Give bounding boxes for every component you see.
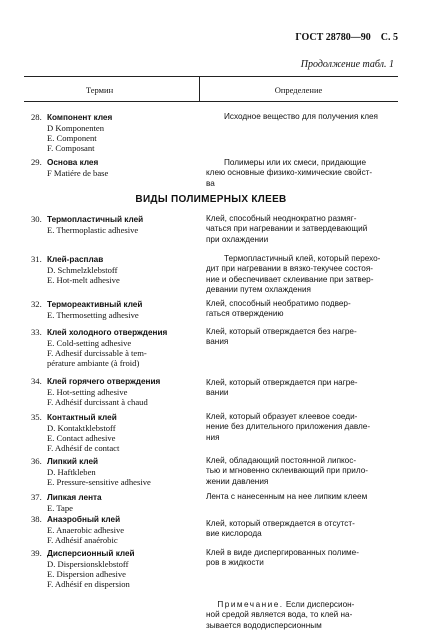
term-translation: F. Composant [47,143,95,153]
term-translation: E. Hot-melt adhesive [47,275,120,285]
definition-line: гаться отверждению [206,309,284,319]
term-number: 36. [31,456,42,466]
term-translation: F. Adhésif en dispersion [47,579,130,589]
term-translation: E. Component [47,133,97,143]
definition-line: чаться при нагревании и затвердевающий [206,224,368,234]
definition [206,112,398,122]
definition [206,519,398,540]
term-translation: E. Dispersion adhesive [47,569,126,579]
term-number: 31. [31,254,42,264]
term-translation: F. Adhésif anaérobic [47,535,118,545]
definition-line: тью и мгновенно склеивающий при прило- [206,466,368,476]
term-translation: E. Tape [47,503,73,513]
term-entry [31,548,197,589]
term-line [31,299,197,310]
term-translation: F Matiére de base [47,168,109,178]
term-line [31,214,197,225]
term-number: 38. [31,514,42,524]
term-name: Компонент клея [47,113,113,122]
term-line [31,456,197,467]
term-translation: E. Hot-setting adhesive [47,387,128,397]
definition [206,456,398,487]
section-title: ВИДЫ ПОЛИМЕРНЫХ КЛЕЕВ [135,194,287,205]
term-line [31,492,197,503]
term-name: Контактный клей [47,413,117,422]
term-name: Клей горячего отверждения [47,377,161,386]
term-number: 35. [31,412,42,422]
term-translation: D. Schmelzklebstoff [47,265,118,275]
page-number: С. 5 [380,32,398,43]
term-name: Термореактивный клей [47,300,143,309]
term-translation: pérature ambiante (à froid) [47,358,140,368]
definition-line: вании [206,388,229,398]
definition [206,299,398,320]
term-number: 30. [31,214,42,224]
term-line [31,254,197,265]
term-translation: E. Contact adhesive [47,433,116,443]
term-translation: E. Cold-setting adhesive [47,338,132,348]
term-entry [31,412,197,453]
term-entry [31,214,197,235]
term-name: Клей-расплав [47,255,104,264]
term-translation: E. Thermosetting adhesive [47,310,139,320]
definition [206,254,398,296]
definition-line: Клей, который образует клеевое соеди- [206,412,358,421]
term-line [31,548,197,559]
definition [206,412,398,443]
term-translation: E. Pressure-sensitive adhesive [47,477,151,487]
term-line [31,327,197,338]
definition-line: ния [206,432,220,442]
term-entry [31,327,197,368]
term-line [31,157,197,168]
definition-line: ва [206,178,215,188]
definition [206,548,398,569]
definition [206,378,398,399]
term-name: Липкий клей [47,457,99,466]
definition-line: при охлаждении [206,234,269,244]
term-translation: D. Dispersionsklebstoff [47,559,129,569]
definition-line: Исходное вещество для получения клея [224,112,378,121]
definition-line: девании путем охлаждения [206,285,311,295]
definition-line: Лента с нанесенным на нее липким клеем [206,492,368,501]
term-entry [31,112,197,153]
term-name: Дисперсионный клей [47,549,135,558]
term-entry [31,157,197,178]
term-entry [31,492,197,513]
term-translation: E. Anaerobic adhesive [47,525,125,535]
term-name: Анаэробный клей [47,515,121,524]
definition-line: вания [206,337,229,347]
term-name: Термопластичный клей [47,215,144,224]
term-name: Липкая лента [47,493,102,502]
definition [206,214,398,245]
definition-line: клею основные физико-химические свойст- [206,168,373,178]
term-translation: F. Adhésif de contact [47,443,120,453]
term-entry [31,456,197,487]
term-name: Основа клея [47,158,99,167]
definition-line: Клей, который отверждается в отсутст- [206,519,355,528]
note-caption: Примечание. [217,600,284,609]
term-number: 32. [31,299,42,309]
term-entry [31,376,197,407]
term-name: Клей холодного отверждения [47,328,168,337]
definition-line: дит при нагревании в вязко-текучее состоя- [206,264,373,274]
standard-number: ГОСТ 28780—90 [295,32,371,43]
term-translation: F. Adhésif durcissant à chaud [47,397,148,407]
term-line [31,376,197,387]
column-header-definition: Определение [274,85,323,95]
definition-line: вие кислорода [206,529,262,539]
term-translation: D. Kontaktklebstoff [47,423,116,433]
term-number: 28. [31,112,42,122]
term-translation: E. Thermoplastic adhesive [47,225,139,235]
definition-line: Клей, который отверждается при нагре- [206,378,358,387]
term-translation: D. Haftkleben [47,467,96,477]
definition-line: ров в жидкости [206,558,264,568]
definition-line: нение без длительного приложения давле- [206,422,371,432]
note [206,600,398,631]
definition-line: Термопластичный клей, который перехо- [224,254,381,263]
definition-line: Клей, способный необратимо подвер- [206,299,351,308]
definition [206,327,398,348]
definition-line: Клей в виде диспергированных полиме- [206,548,359,557]
note-line [206,600,398,610]
term-line [31,514,197,525]
term-number: 37. [31,492,42,502]
definition-line: ние и обеспечивает склеивание при затвер- [206,274,374,284]
term-number: 33. [31,327,42,337]
definition-line: Полимеры или их смеси, придающие [224,158,367,167]
definition-line: Клей, который отверждается без нагре- [206,327,357,336]
term-translation: D Komponenten [47,123,105,133]
term-entry [31,299,197,320]
definition-line: жении давления [206,476,269,486]
term-translation: F. Adhesif durcissable à tem- [47,348,147,358]
term-line [31,412,197,423]
term-number: 39. [31,548,42,558]
term-line [31,112,197,123]
term-number: 29. [31,157,42,167]
term-entry [31,254,197,285]
note-line: зывается вододисперсионным [206,620,322,630]
note-line: ной средой является вода, то клей на- [206,610,353,620]
table-continuation-label: Продолжение табл. 1 [300,59,394,70]
note-text: Если дисперсион- [285,600,355,609]
term-number: 34. [31,376,42,386]
definition [206,158,398,189]
table-header-rule [24,101,398,102]
page-header [295,32,398,43]
definition-line: Клей, обладающий постоянной липкос- [206,456,357,465]
table-top-rule [24,76,398,77]
definition-line: Клей, способный неоднократно размяг- [206,214,357,223]
column-header-term: Термин [85,85,114,95]
definition [206,492,398,502]
term-entry [31,514,197,545]
